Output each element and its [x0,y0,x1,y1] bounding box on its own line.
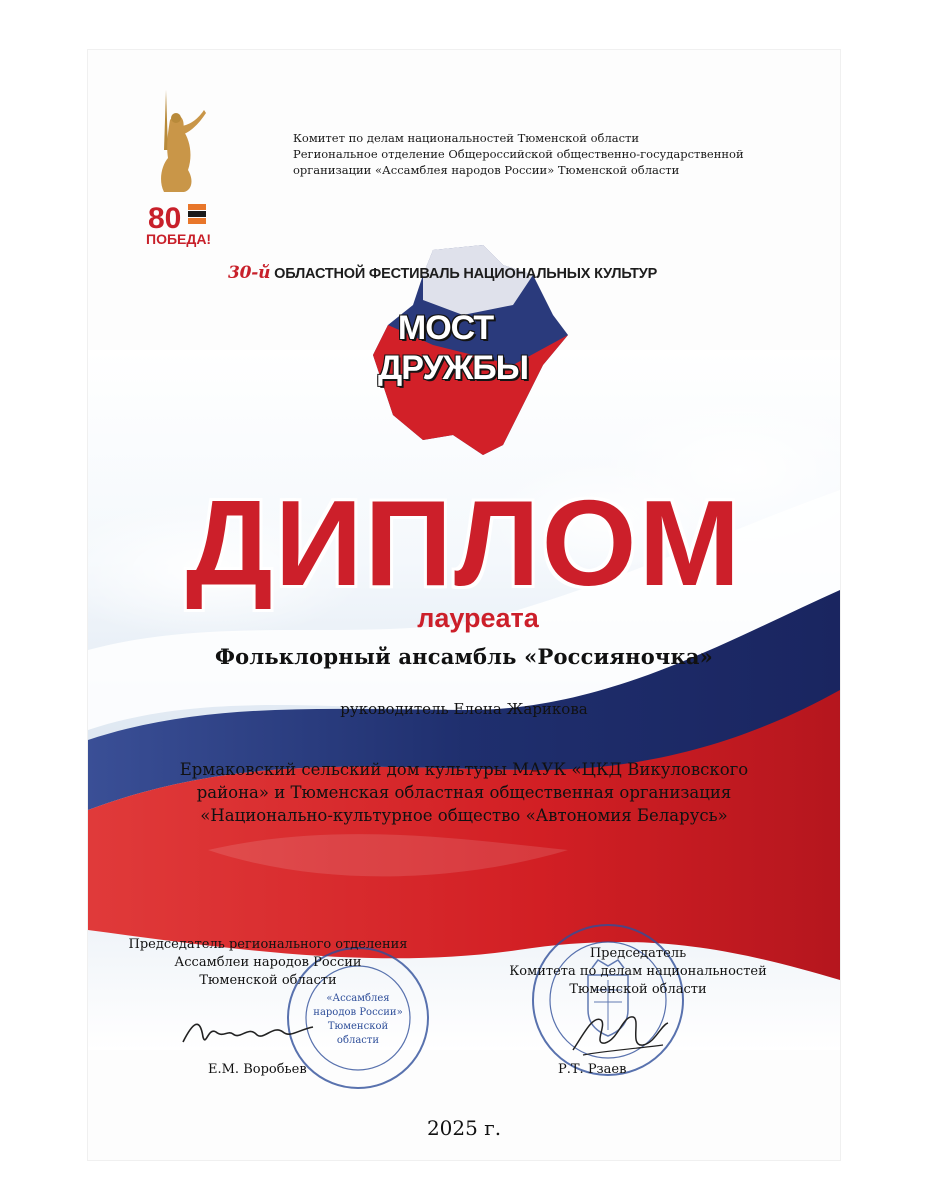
signature-right [563,1005,673,1060]
signatory-line: Ассамблеи народов России [174,955,362,970]
organization-line: Ермаковский сельский дом культуры МАУК «ЦКД Викуловского [179,760,749,779]
diploma-title: ДИПЛОМ [185,475,743,611]
recipient-leader: руководитель Елена Жарикова [340,700,588,718]
organizer-header [293,130,813,178]
organizer-line: организации «Ассамблея народов России» Тюменской области [293,163,680,177]
emblem-number: 80 [148,202,182,235]
festival-title-text: ОБЛАСТНОЙ ФЕСТИВАЛЬ НАЦИОНАЛЬНЫХ КУЛЬТУР [274,266,658,282]
recipient-organization [118,758,810,827]
signature-left [178,1012,318,1052]
festival-title [228,263,748,283]
organization-line: района» и Тюменская областная общественная организация [196,783,732,802]
stamp-line: народов России» [313,1007,403,1018]
emblem-caption: ПОБЕДА! [146,231,212,247]
festival-logo-line1: МОСТ [397,309,494,347]
signatory-line: Тюменской области [569,982,707,997]
stamp-line: «Ассамблея [326,993,390,1004]
diploma-sheet [88,50,840,1160]
organization-line: «Национально-культурное общество «Автономия Беларусь» [200,806,728,825]
organizer-line: Региональное отделение Общероссийской общественно-государственной [293,147,744,161]
diploma-subtitle: лауреата [417,603,539,633]
stamp-line: области [336,1035,380,1046]
victory-80-emblem [138,80,228,250]
signatory-line: Комитета по делам национальностей [509,964,767,979]
signatory-line: Председатель [589,946,687,961]
signatory-line: Председатель регионального отделения [128,937,408,952]
signatory-left-title [108,936,428,990]
motherland-statue-icon [161,90,206,192]
signatory-line: Тюменской области [199,973,337,988]
festival-logo-line2: ДРУЖБЫ [377,349,529,387]
festival-number: 30-й [228,263,271,283]
stamp-line: Тюменской [327,1021,389,1032]
recipient-name: Фольклорный ансамбль «Россияночка» [215,644,713,669]
signatory-right-title [478,945,798,999]
signatory-left-name: Е.М. Воробьев [208,1062,307,1077]
diploma-year: 2025 г. [426,1116,502,1140]
organizer-line: Комитет по делам национальностей Тюменской области [293,131,640,145]
signatory-right-name: Р.Т. Рзаев [558,1062,627,1077]
